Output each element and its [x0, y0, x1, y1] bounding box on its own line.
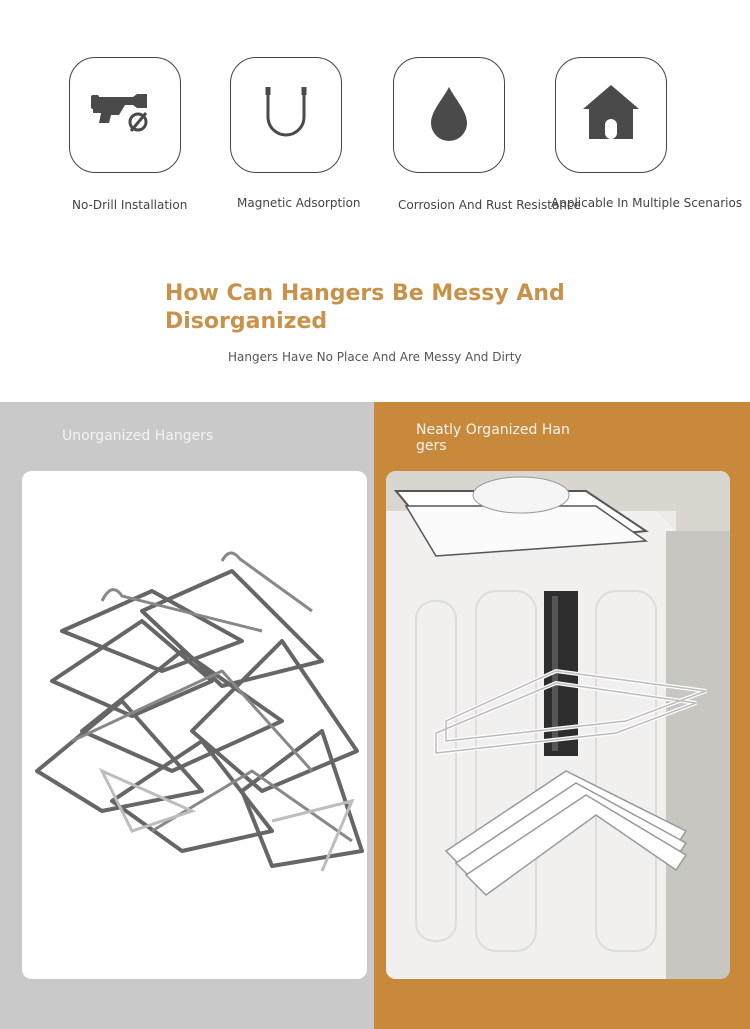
- house-icon: [571, 75, 651, 155]
- feature-label-magnetic: Magnetic Adsorption: [237, 196, 361, 210]
- organized-hangers-image: [386, 471, 730, 979]
- feature-magnetic: [230, 57, 342, 173]
- feature-corrosion: [393, 57, 505, 173]
- unorganized-panel: [0, 402, 374, 1029]
- feature-no-drill: [69, 57, 181, 173]
- headline-line-2: Disorganized: [165, 309, 328, 334]
- water-drop-icon: [409, 75, 489, 155]
- organized-title: [416, 422, 570, 454]
- feature-scenarios: [555, 57, 667, 173]
- magnet-icon: [246, 75, 326, 155]
- organized-title-line-1: Neatly Organized Han: [416, 422, 570, 438]
- headline: [165, 280, 605, 336]
- organized-title-line-2: gers: [416, 438, 447, 454]
- organized-panel: [374, 402, 750, 1029]
- headline-subtitle: Hangers Have No Place And Are Messy And Dirty: [228, 350, 522, 364]
- feature-label-scenarios: Applicable In Multiple Scenarios: [551, 196, 743, 210]
- feature-label-corrosion: Corrosion And Rust Resistance: [398, 198, 581, 212]
- drill-icon: [85, 75, 165, 155]
- unorganized-hangers-image: [22, 471, 367, 979]
- unorganized-title: Unorganized Hangers: [62, 428, 214, 444]
- feature-label-no-drill: No-Drill Installation: [72, 198, 188, 212]
- headline-line-1: How Can Hangers Be Messy And: [165, 281, 565, 306]
